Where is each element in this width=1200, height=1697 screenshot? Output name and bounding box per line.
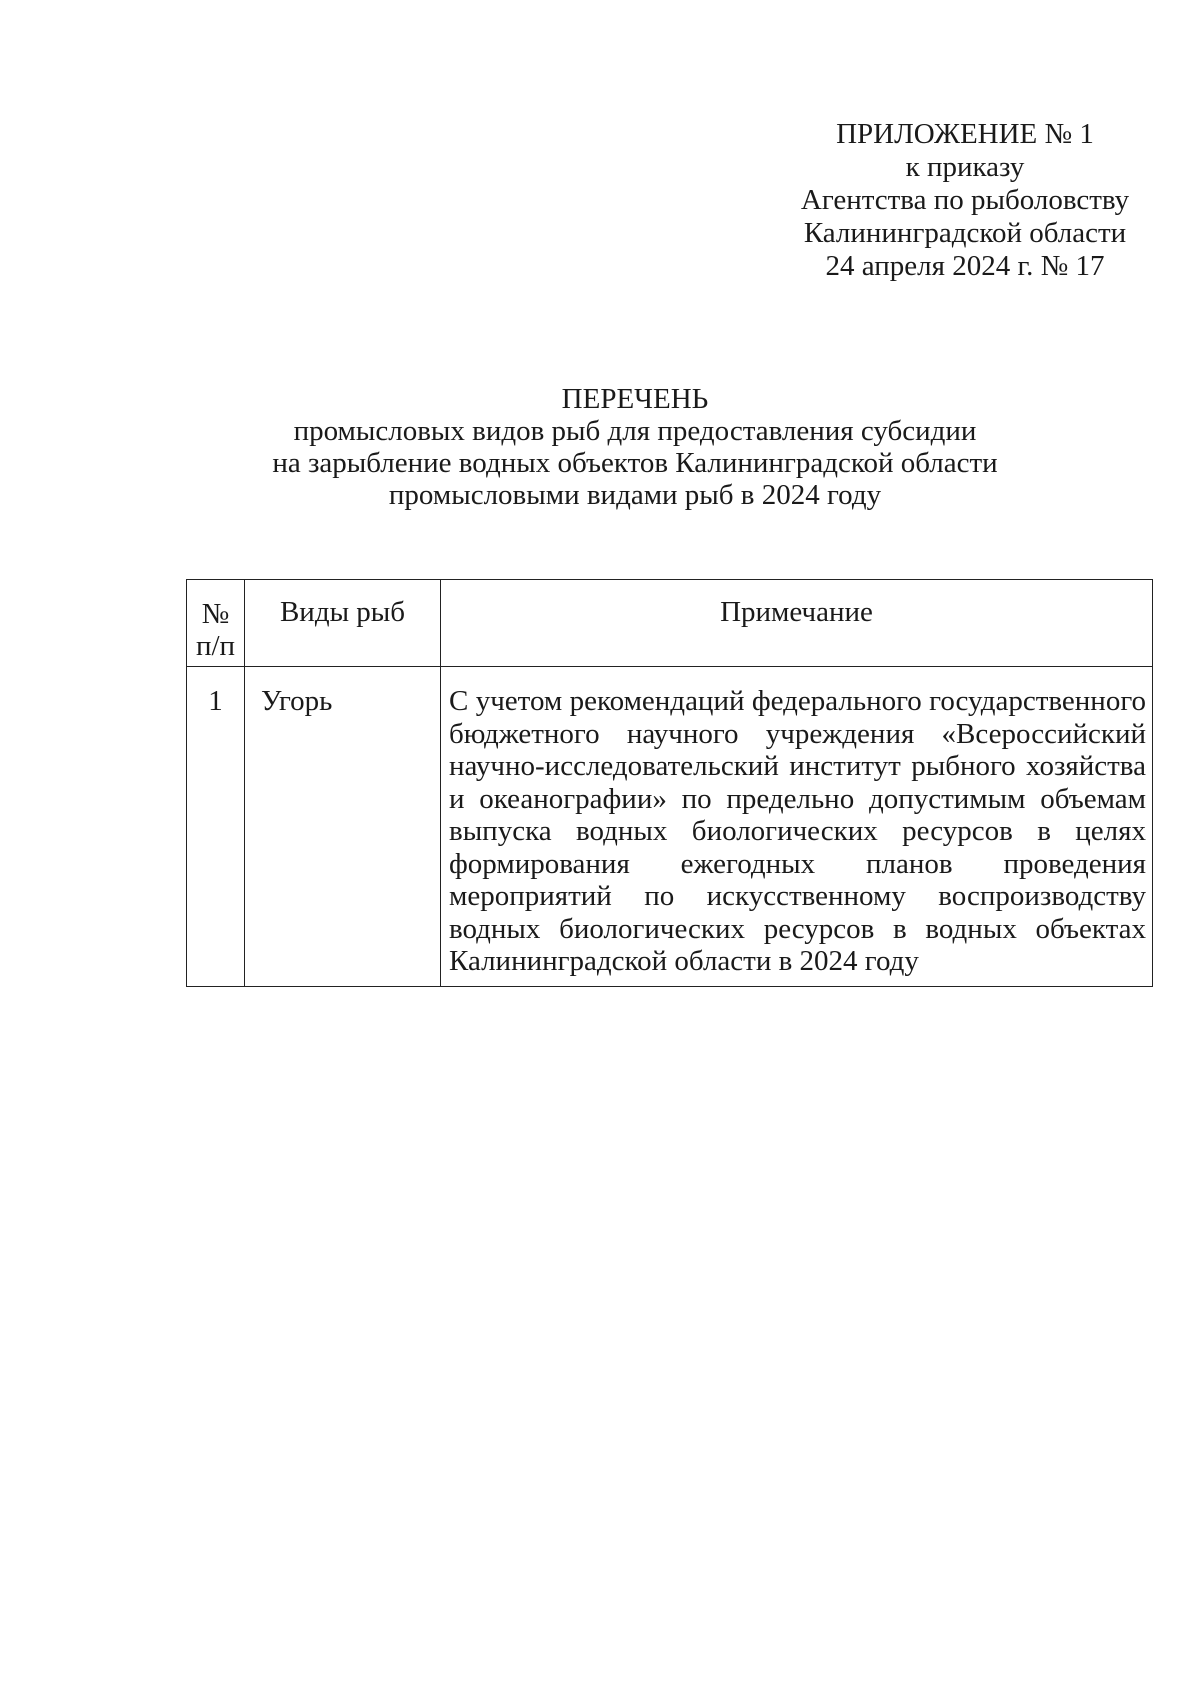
note-line: и океанографии» по предельно допустимым объемам — [449, 782, 1146, 815]
header-note: Примечание — [441, 580, 1153, 667]
header-number-abbr: п/п — [195, 630, 236, 662]
note-line: мероприятий по искусственному воспроизводству — [449, 880, 1146, 912]
table-row — [187, 667, 1153, 987]
row-species: Угорь — [245, 667, 441, 987]
appendix-order-ref: к приказу — [905, 151, 1025, 183]
title-line-1: промысловых видов рыб для предоставления субсидии — [293, 415, 977, 447]
row-number: 1 — [187, 667, 245, 987]
note-line: водных биологических ресурсов в водных объектах — [449, 912, 1146, 945]
note-line: выпуска водных биологических ресурсов в целях — [449, 815, 1146, 847]
header-species: Виды рыб — [245, 580, 441, 667]
note-line: С учетом рекомендаций федерального государственного — [449, 685, 1146, 717]
note-line: формирования ежегодных планов проведения — [449, 847, 1146, 880]
appendix-region: Калининградской области — [803, 217, 1127, 249]
title-line-2: на зарыбление водных объектов Калининградской области — [272, 447, 998, 479]
note-line: научно-исследовательский институт рыбного хозяйства — [449, 750, 1146, 782]
fish-species-table — [186, 579, 1153, 987]
appendix-agency: Агентства по рыболовству — [800, 184, 1130, 216]
appendix-block — [790, 118, 1140, 283]
header-number-sign: № — [201, 598, 230, 630]
table-header-row — [187, 580, 1153, 667]
appendix-title: ПРИЛОЖЕНИЕ № 1 — [836, 118, 1094, 150]
document-title — [200, 383, 1070, 511]
title-heading: ПЕРЕЧЕНЬ — [561, 383, 709, 415]
appendix-date-number: 24 апреля 2024 г. № 17 — [825, 250, 1105, 282]
title-line-3: промысловыми видами рыб в 2024 году — [388, 479, 882, 511]
row-note — [441, 667, 1153, 987]
header-number — [187, 580, 245, 667]
note-line: Калининградской области в 2024 году — [449, 945, 919, 977]
note-line: бюджетного научного учреждения «Всероссийский — [449, 717, 1146, 750]
